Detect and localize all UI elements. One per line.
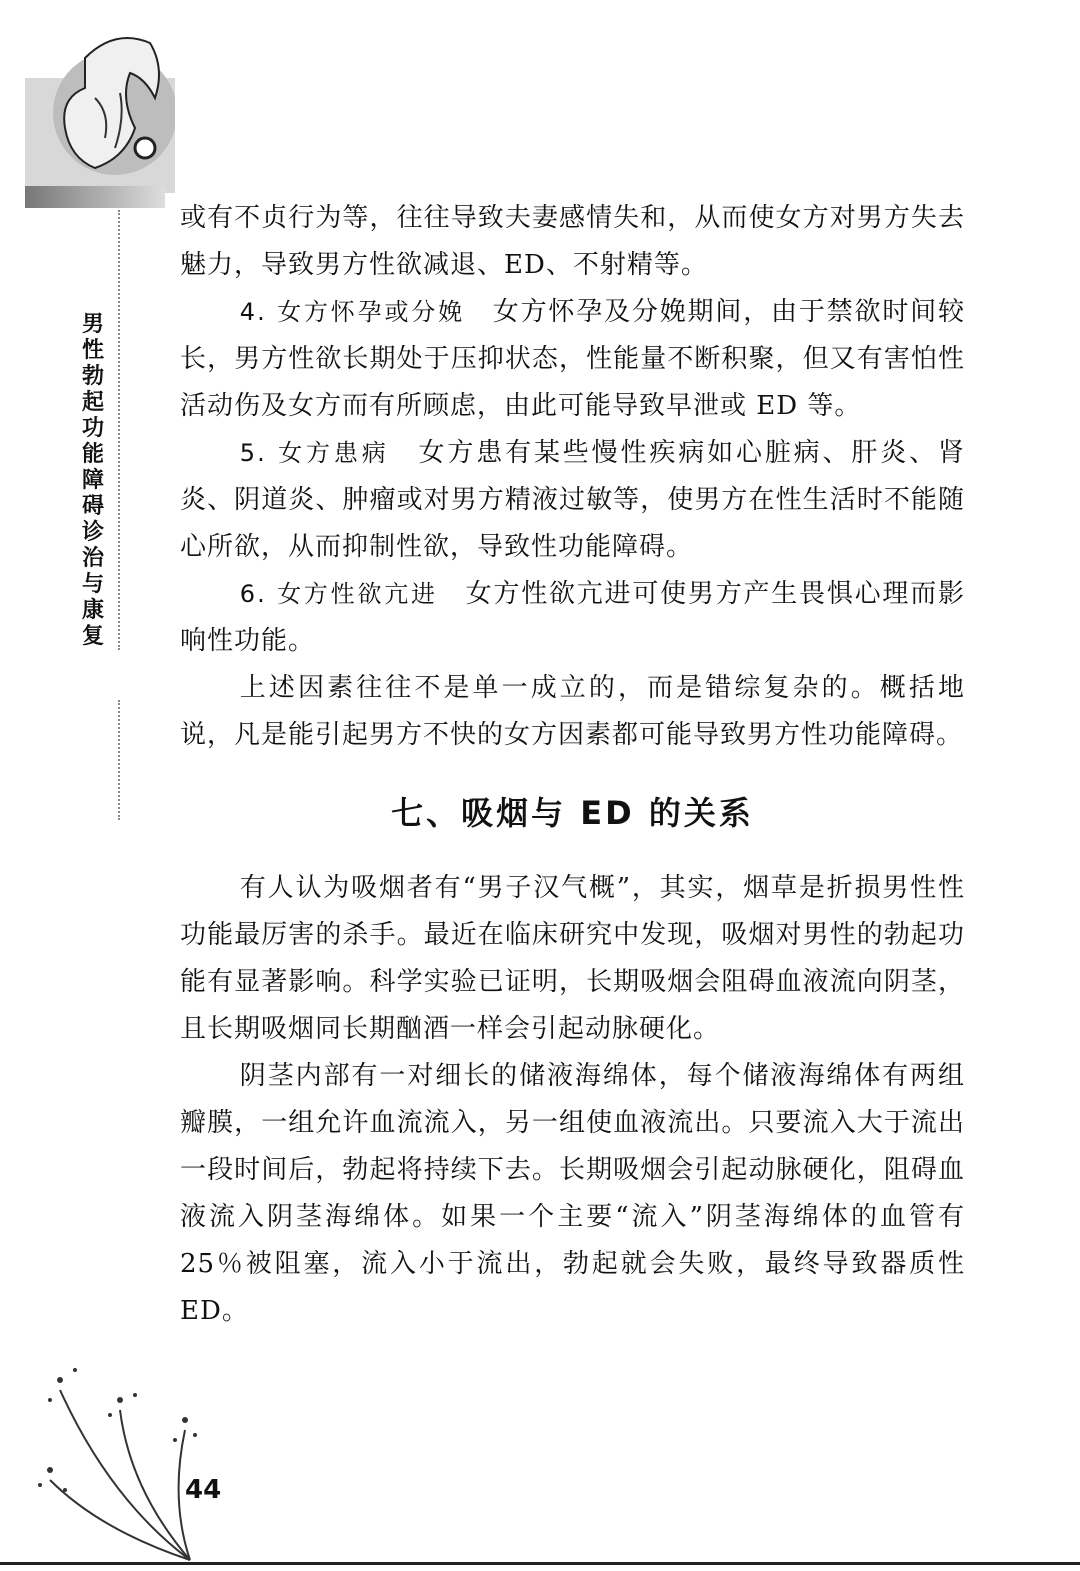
- item-text: 女方怀孕及分娩期间，由于禁欲时间较长，男方性欲长期处于压抑状态，性能量不断积聚，但又有害怕性活动伤及女方而有所顾虑，由此可能导致早泄或 ED 等。: [180, 297, 965, 421]
- paragraph: 有人认为吸烟者有“男子汉气概”，其实，烟草是折损男性性功能最厉害的杀手。最近在临床研究中发现，吸烟对男性的勃起功能有显著影响。科学实验已证明，长期吸烟会阻碍血液流向阴茎，且长期吸烟同长期酗酒一样会引起动脉硬化。: [180, 873, 965, 1044]
- bottom-divider: [0, 1562, 1080, 1565]
- paragraph: 或有不贞行为等，往往导致夫妻感情失和，从而使女方对男方失去魅力，导致男方性欲减退、ED、不射精等。: [180, 203, 965, 280]
- list-item: [180, 289, 965, 430]
- bodybuilder-illustration: [25, 18, 175, 193]
- page-number: 44: [185, 1475, 222, 1505]
- list-item: [180, 430, 965, 571]
- item-title: 6. 女方性欲亢进: [239, 580, 438, 608]
- firework-decoration: [20, 1350, 220, 1565]
- paragraph: 上述因素往往不是单一成立的，而是错综复杂的。概括地说，凡是能引起男方不快的女方因素都可能导致男方性功能障碍。: [180, 673, 965, 750]
- section-heading: 七、吸烟与 ED 的关系: [391, 794, 754, 832]
- paragraph: 阴茎内部有一对细长的储液海绵体，每个储液海绵体有两组瓣膜，一组允许血流流入，另一组使血液流出。只要流入大于流出一段时间后，勃起将持续下去。长期吸烟会引起动脉硬化，阻碍血液流入阴茎海绵体。如果一个主要“流入”阴茎海绵体的血管有 25％被阻塞，流入小于流出，勃起就会失败，最终导致器质性 ED。: [180, 1061, 965, 1326]
- side-dotted-line: [118, 700, 120, 820]
- side-dotted-line: [118, 210, 120, 650]
- item-text: 女方患有某些慢性疾病如心脏病、肝炎、肾炎、阴道炎、肿瘤或对男方精液过敏等，使男方在性生活时不能随心所欲，从而抑制性欲，导致性功能障碍。: [180, 438, 965, 562]
- item-text: 女方性欲亢进可使男方产生畏惧心理而影响性功能。: [180, 579, 965, 656]
- side-book-title: 男性勃起功能障碍诊治与康复: [81, 312, 104, 649]
- list-item: [180, 571, 965, 665]
- body-text: [180, 195, 965, 1335]
- item-title: 4. 女方怀孕或分娩: [239, 298, 465, 326]
- item-title: 5. 女方患病: [239, 439, 390, 467]
- gradient-bar: [25, 186, 165, 216]
